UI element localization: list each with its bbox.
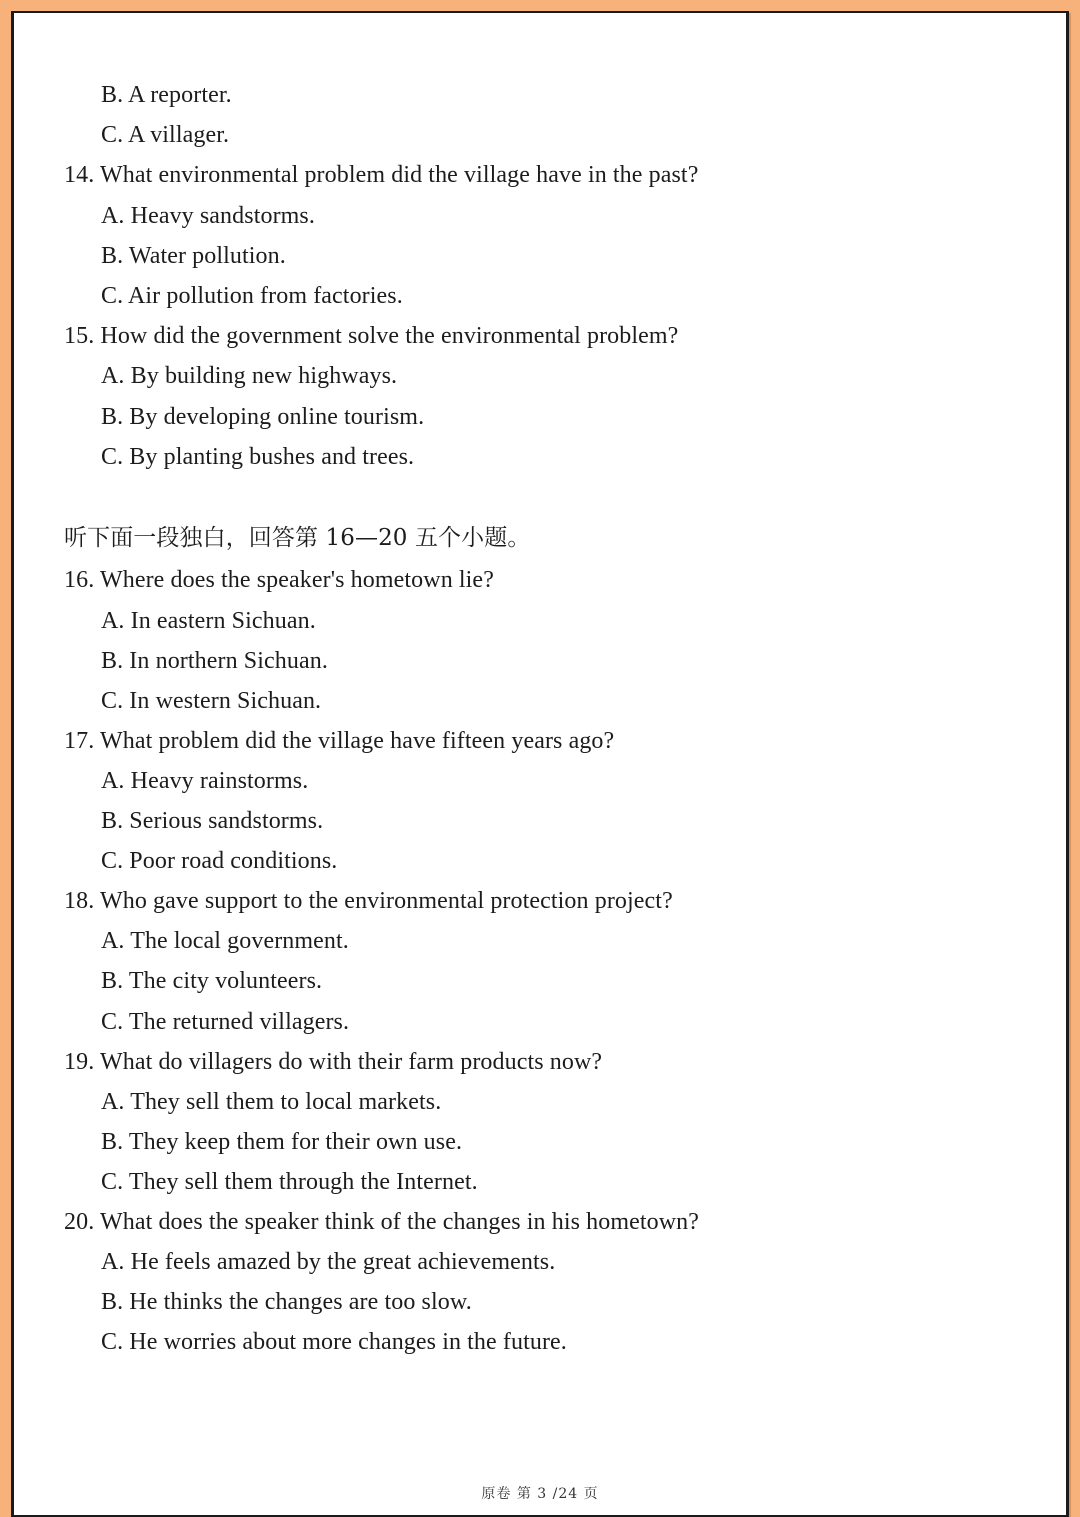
q15-option-a: A. By building new highways. [101, 363, 398, 389]
q15-option-b: B. By developing online tourism. [101, 404, 425, 430]
q13-option-c: C. A villager. [101, 122, 230, 148]
section-heading: 听下面一段独白，回答第 16—20 五个小题。 [64, 525, 531, 551]
q16-option-b: B. In northern Sichuan. [101, 648, 328, 674]
q17-option-c: C. Poor road conditions. [101, 848, 338, 874]
q18-option-c: C. The returned villagers. [101, 1009, 350, 1035]
q13-option-b: B. A reporter. [101, 82, 232, 108]
q14-option-b: B. Water pollution. [101, 243, 286, 269]
q17-option-a: A. Heavy rainstorms. [101, 768, 309, 794]
q20-option-c: C. He worries about more changes in the future. [101, 1329, 567, 1355]
q14-option-a: A. Heavy sandstorms. [101, 203, 315, 229]
q18-option-a: A. The local government. [101, 928, 349, 954]
q20-question: 20. What does the speaker think of the changes in his hometown? [64, 1209, 700, 1235]
q15-option-c: C. By planting bushes and trees. [101, 444, 415, 470]
q16-option-c: C. In western Sichuan. [101, 688, 322, 714]
q18-question: 18. Who gave support to the environmental protection project? [64, 888, 673, 914]
q16-question: 16. Where does the speaker's hometown lie? [64, 567, 494, 593]
q19-question: 19. What do villagers do with their farm products now? [64, 1049, 603, 1075]
q14-question: 14. What environmental problem did the village have in the past? [64, 162, 699, 188]
q15-question: 15. How did the government solve the environmental problem? [64, 323, 679, 349]
q20-option-a: A. He feels amazed by the great achievements. [101, 1249, 556, 1275]
q18-option-b: B. The city volunteers. [101, 968, 323, 994]
q19-option-a: A. They sell them to local markets. [101, 1089, 442, 1115]
q19-option-b: B. They keep them for their own use. [101, 1129, 463, 1155]
q16-option-a: A. In eastern Sichuan. [101, 608, 316, 634]
q17-option-b: B. Serious sandstorms. [101, 808, 324, 834]
q17-question: 17. What problem did the village have fifteen years ago? [64, 728, 615, 754]
q20-option-b: B. He thinks the changes are too slow. [101, 1289, 472, 1315]
q14-option-c: C. Air pollution from factories. [101, 283, 403, 309]
exam-page [11, 11, 1069, 1517]
q19-option-c: C. They sell them through the Internet. [101, 1169, 478, 1195]
page-number-footer: 原卷 第 3 /24 页 [481, 1486, 599, 1502]
